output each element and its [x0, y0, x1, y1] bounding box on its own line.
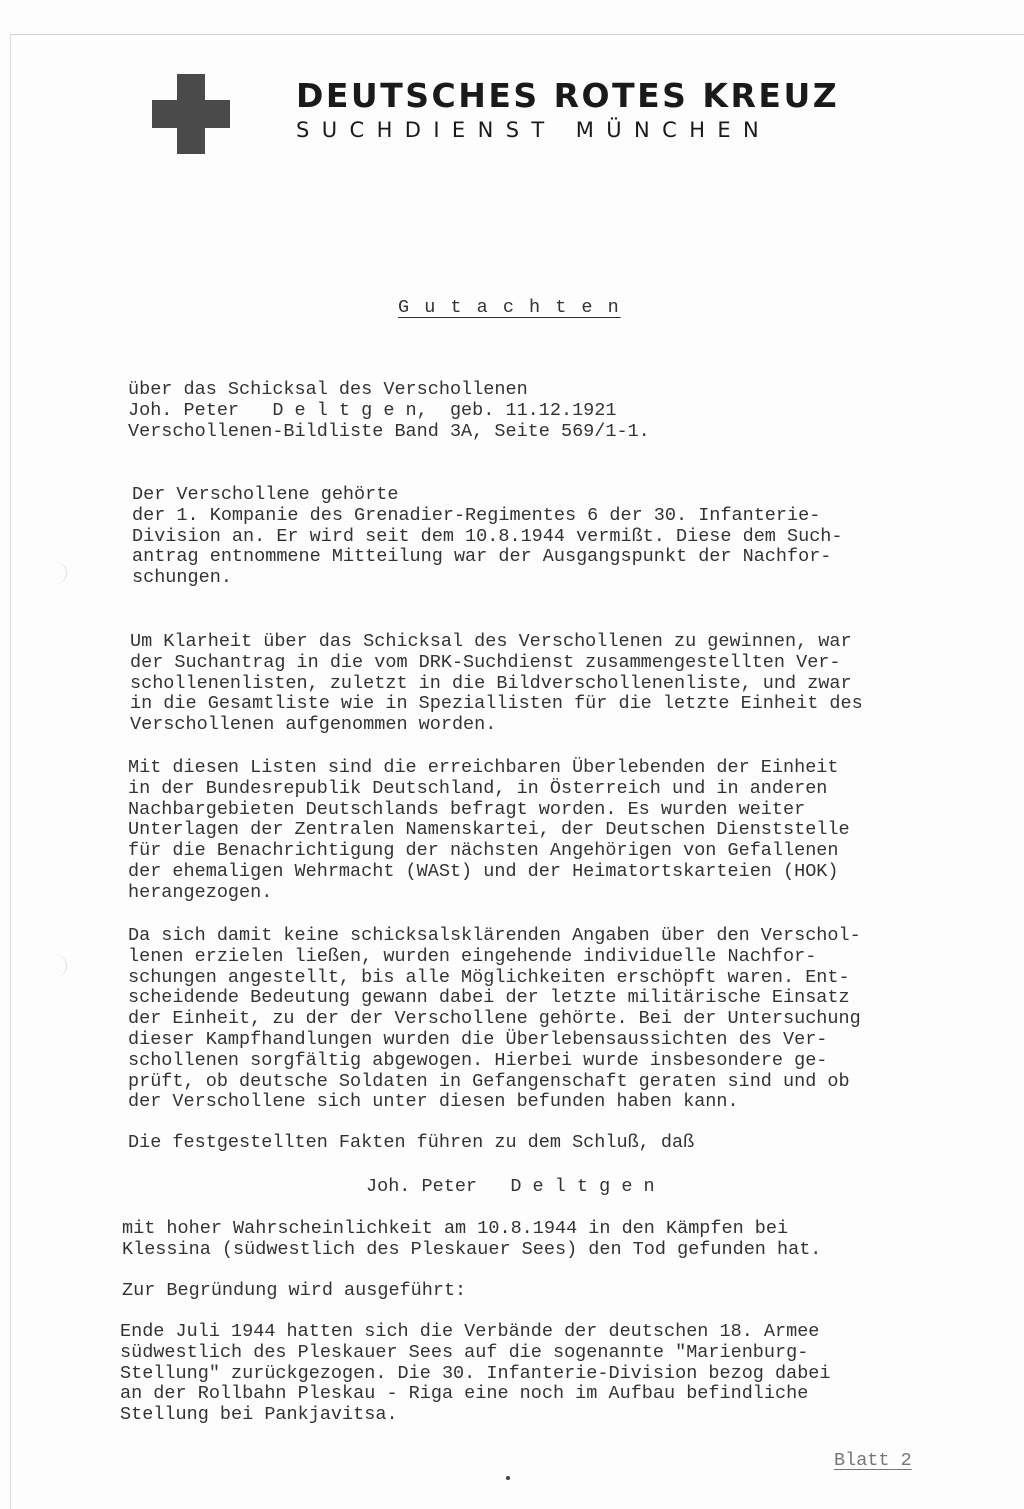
text-line: schollenen sorgfältig abgewogen. Hierbei wurde insbesondere ge-: [128, 1049, 828, 1071]
organization-subtitle: SUCHDIENST MÜNCHEN: [296, 118, 772, 142]
paragraph-5: [128, 1133, 694, 1154]
text-line: der Einheit, zu der der Verschollene gehörte. Bei der Untersuchung: [128, 1008, 861, 1030]
subject-line: Joh. Peter D e l t g e n, geb. 11.12.1921: [128, 399, 617, 421]
text-line: Die festgestellten Fakten führen zu dem Schluß, daß: [128, 1132, 695, 1153]
subject-block: [128, 380, 650, 442]
text-line: Um Klarheit über das Schicksal des Verschollenen zu gewinnen, war: [130, 631, 852, 652]
text-line: für die Benachrichtigung der nächsten Angehörigen von Gefallenen: [128, 840, 839, 862]
text-line: antrag entnommene Mitteilung war der Ausgangspunkt der Nachfor-: [132, 546, 832, 568]
text-line: in der Bundesrepublik Deutschland, in Österreich und in anderen: [128, 777, 828, 799]
text-line: Zur Begründung wird ausgeführt:: [122, 1280, 467, 1301]
subject-line: über das Schicksal des Verschollenen: [128, 379, 528, 400]
paragraph-4: [128, 926, 861, 1113]
paragraph-3: [128, 758, 850, 904]
text-line: der 1. Kompanie des Grenadier-Regimentes 6 der 30. Infanterie-: [132, 504, 821, 526]
text-line: dieser Kampfhandlungen wurden die Überlebensaussichten des Ver-: [128, 1028, 828, 1050]
text-line: Der Verschollene gehörte: [132, 484, 399, 505]
text-line: Verschollenen aufgenommen worden.: [130, 714, 497, 736]
text-line: Nachbargebieten Deutschlands befragt worden. Es wurden weiter: [128, 798, 806, 820]
text-line: schungen angestellt, bis alle Möglichkeiten erschöpft waren. Ent-: [128, 966, 850, 988]
scan-speck: [506, 1476, 510, 1480]
text-line: lenen erzielen ließen, wurden eingehende individuelle Nachfor-: [128, 945, 817, 967]
text-line: Unterlagen der Zentralen Namenskartei, der Deutschen Dienststelle: [128, 819, 850, 841]
text-line: Da sich damit keine schicksalsklärenden Angaben über den Verschol-: [128, 925, 861, 946]
text-line: herangezogen.: [128, 881, 273, 903]
scan-border-left: [10, 34, 11, 1509]
person-name-centered: Joh. Peter D e l t g e n: [366, 1176, 655, 1197]
text-line: Mit diesen Listen sind die erreichbaren Überlebenden der Einheit: [128, 757, 839, 778]
text-line: prüft, ob deutsche Soldaten in Gefangenschaft geraten sind und ob: [128, 1070, 850, 1092]
text-line: der ehemaligen Wehrmacht (WASt) und der Heimatortskarteien (HOK): [128, 860, 839, 882]
red-cross-logo-icon: [152, 74, 230, 154]
subject-line: Verschollenen-Bildliste Band 3A, Seite 569/1-1.: [128, 420, 650, 442]
text-line: scheidende Bedeutung gewann dabei der letzte militärische Einsatz: [128, 987, 850, 1009]
page-reference: Blatt 2: [834, 1450, 912, 1471]
text-line: der Suchantrag in die vom DRK-Suchdienst zusammengestellten Ver-: [130, 651, 841, 673]
paragraph-1: [132, 485, 843, 589]
text-line: Ende Juli 1944 hatten sich die Verbände der deutschen 18. Armee: [120, 1321, 820, 1342]
text-line: an der Rollbahn Pleskau - Riga eine noch im Aufbau befindliche: [120, 1383, 809, 1405]
organization-name: DEUTSCHES ROTES KREUZ: [296, 76, 840, 115]
text-line: Stellung bei Pankjavitsa.: [120, 1404, 398, 1426]
text-line: mit hoher Wahrscheinlichkeit am 10.8.1944 in den Kämpfen bei: [122, 1218, 789, 1239]
text-line: Stellung" zurückgezogen. Die 30. Infanterie-Division bezog dabei: [120, 1362, 831, 1384]
text-line: südwestlich des Pleskauer Sees auf die sogenannte "Marienburg-: [120, 1341, 809, 1363]
text-line: schollenenlisten, zuletzt in die Bildverschollenenliste, und zwar: [130, 672, 852, 694]
paragraph-7: [122, 1281, 466, 1302]
scan-border-top: [10, 34, 1024, 35]
document-title: G u t a c h t e n: [398, 297, 621, 318]
text-line: der Verschollene sich unter diesen befunden haben kann.: [128, 1091, 739, 1113]
text-line: schungen.: [132, 567, 232, 589]
punch-hole-mark: [54, 955, 67, 977]
paragraph-2: [130, 632, 863, 736]
punch-hole-mark: [54, 562, 67, 584]
paragraph-8: [120, 1322, 831, 1426]
paragraph-6: [122, 1219, 821, 1261]
text-line: in die Gesamtliste wie in Speziallisten für die letzte Einheit des: [130, 693, 863, 715]
text-line: Klessina (südwestlich des Pleskauer Sees) den Tod gefunden hat.: [122, 1238, 822, 1260]
text-line: Division an. Er wird seit dem 10.8.1944 vermißt. Diese dem Such-: [132, 525, 843, 547]
